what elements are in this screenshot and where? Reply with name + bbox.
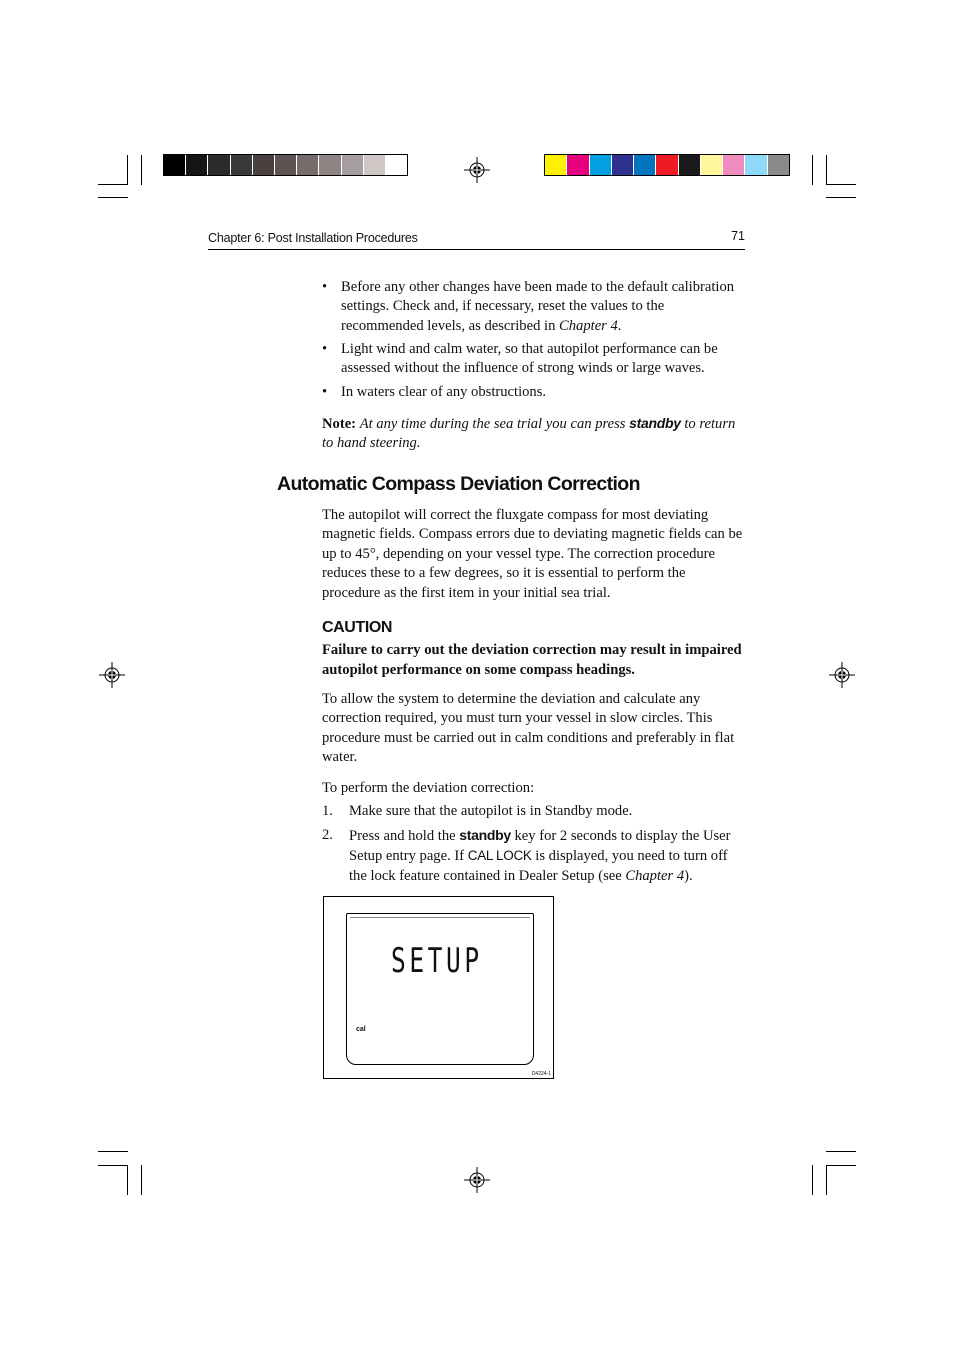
crop-mark	[127, 155, 128, 185]
crop-mark	[141, 155, 142, 185]
bullet-text: In waters clear of any obstructions.	[341, 384, 547, 400]
color-swatch	[230, 155, 252, 175]
bullet-dot: •	[322, 384, 328, 400]
color-swatch	[164, 155, 185, 175]
crop-mark	[826, 1165, 856, 1166]
standby-key-label: standby	[629, 415, 681, 431]
caution-text: Failure to carry out the deviation correction may result in impaired autopilot performance on some compass headings.	[322, 642, 742, 678]
crop-mark	[826, 184, 856, 185]
crop-mark	[98, 1151, 128, 1152]
color-swatch	[655, 155, 677, 175]
bullet-item	[322, 383, 747, 402]
crop-mark	[98, 1165, 128, 1166]
step-item	[322, 826, 747, 886]
lcd-screen	[350, 917, 530, 1061]
color-swatch	[566, 155, 588, 175]
caution-heading: CAUTION	[322, 619, 393, 636]
step-text-post: is displayed, you need to turn off the lock feature contained in Dealer Setup (see	[349, 848, 728, 884]
step-number: 2.	[322, 827, 333, 843]
color-swatch	[385, 155, 407, 175]
color-swatch	[589, 155, 611, 175]
color-swatch	[633, 155, 655, 175]
crop-mark	[826, 1165, 827, 1195]
cal-indicator: cal	[356, 1026, 366, 1033]
color-swatch	[767, 155, 789, 175]
step-number: 1.	[322, 803, 333, 819]
color-swatch	[318, 155, 340, 175]
note-label: Note:	[322, 416, 357, 432]
bullet-item	[322, 340, 747, 379]
lcd-display	[346, 913, 534, 1065]
step-item	[322, 802, 747, 821]
crop-mark	[826, 1151, 856, 1152]
lcd-main-text: SETUP	[391, 941, 483, 981]
color-swatch	[722, 155, 744, 175]
step-text: Press and hold the	[349, 828, 460, 844]
crop-mark	[812, 1165, 813, 1195]
page-number: 71	[731, 229, 745, 243]
color-calibration-bar	[544, 154, 790, 176]
crop-mark	[141, 1165, 142, 1195]
crop-mark	[98, 197, 128, 198]
color-swatch	[274, 155, 296, 175]
step-text-end: ).	[684, 867, 693, 884]
body-paragraph: To allow the system to determine the deviation and calculate any correction required, you must turn your vessel in slow circles. This procedure must be carried out in calm conditions and preferably in flat water.	[322, 691, 735, 766]
chapter-title: Chapter 6: Post Installation Procedures	[208, 231, 418, 245]
color-swatch	[341, 155, 363, 175]
note-text-end: to return to hand steering.	[322, 416, 736, 452]
grayscale-calibration-bar	[163, 154, 408, 176]
figure-id: D4224-1	[531, 1071, 551, 1077]
crop-mark	[812, 155, 813, 185]
bullet-dot: •	[322, 279, 328, 295]
step-text-mid: key for 2 seconds to display the User Setup entry page. If	[349, 828, 731, 865]
body-paragraph: To perform the deviation correction:	[322, 780, 535, 796]
step-text: Make sure that the autopilot is in Standby mode.	[349, 803, 633, 819]
intro-paragraph: The autopilot will correct the fluxgate compass for most deviating magnetic fields. Compass errors due to deviating magnetic fields can be up to 45°, depending on your vessel type. The correction procedure reduces these to a few degrees, so it is essential to perform the procedure as the first item in your initial sea trial.	[322, 507, 743, 601]
chapter-reference: Chapter 4	[559, 317, 618, 334]
crop-mark	[826, 197, 856, 198]
bullet-text-end: .	[617, 317, 622, 334]
chapter-reference: Chapter 4	[625, 867, 685, 884]
note-paragraph	[322, 414, 747, 454]
registration-mark-icon	[464, 1167, 490, 1193]
color-swatch	[545, 155, 566, 175]
bullet-text: Light wind and calm water, so that autopilot performance can be assessed without the influence of strong winds or large waves.	[341, 341, 718, 377]
cal-lock-label: CAL LOCK	[467, 848, 532, 864]
section-heading: Automatic Compass Deviation Correction	[277, 473, 640, 495]
crop-mark	[826, 155, 827, 185]
bullet-dot: •	[322, 341, 328, 357]
registration-mark-icon	[829, 662, 855, 688]
crop-mark	[98, 184, 128, 185]
crop-mark	[127, 1165, 128, 1195]
standby-key-label: standby	[459, 827, 511, 843]
color-swatch	[296, 155, 318, 175]
bullet-item	[322, 278, 747, 336]
color-swatch	[185, 155, 207, 175]
color-swatch	[678, 155, 700, 175]
color-swatch	[252, 155, 274, 175]
color-swatch	[207, 155, 229, 175]
registration-mark-icon	[464, 157, 490, 183]
note-text: At any time during the sea trial you can press	[359, 416, 626, 432]
lcd-figure	[323, 896, 554, 1079]
running-header	[208, 229, 745, 250]
color-swatch	[363, 155, 385, 175]
color-swatch	[611, 155, 633, 175]
color-swatch	[700, 155, 722, 175]
bullet-text: Before any other changes have been made to the default calibration settings. Check and, if necessary, reset the values to the recommended levels, as described in	[341, 279, 735, 334]
registration-mark-icon	[99, 662, 125, 688]
color-swatch	[744, 155, 766, 175]
